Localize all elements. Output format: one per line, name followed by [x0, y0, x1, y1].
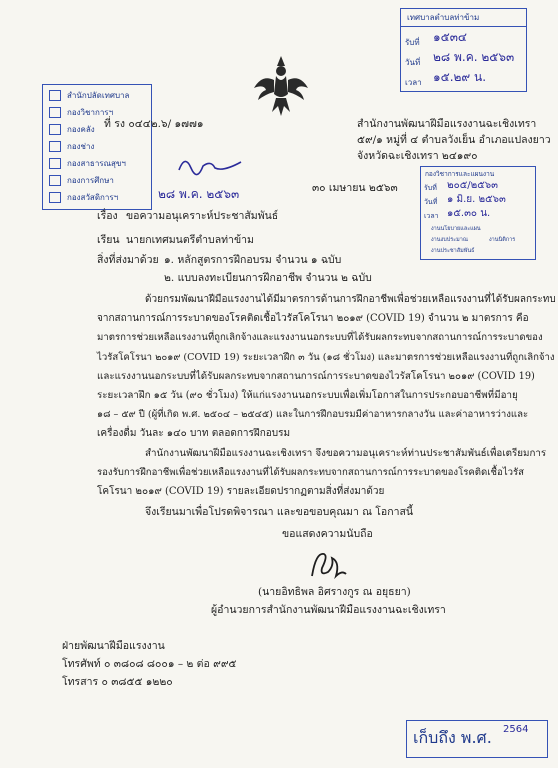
- paragraph-line: และแรงงานนอกระบบที่ได้รับผลกระทบจากสถานการณ์การระบาดของไวรัสโคโรนา ๒๐๑๙ (COVID 19): [97, 370, 535, 382]
- paragraph-line: ๑๘ – ๕๙ ปี (ผู้ที่เกิด พ.ศ. ๒๕๐๔ – ๒๕๔๕) และในการฝึกอบรมมีค่าอาหารกลางวัน และค่าอาหารว่างและ: [97, 409, 529, 421]
- closing-salutation: ขอแสดงความนับถือ: [282, 528, 373, 540]
- distribution-item: กองช่าง: [67, 142, 95, 151]
- department-option: งานงบประมาณ: [431, 237, 468, 243]
- handwritten-initial-icon: [175, 150, 245, 178]
- paragraph-line: เครื่องดื่ม วันละ ๑๔๐ บาท ตลอดการฝึกอบรม: [97, 428, 291, 440]
- checkbox-icon: [49, 158, 61, 169]
- distribution-date: ๒๘ พ.ค. ๒๕๖๓: [158, 187, 240, 201]
- to-text: นายกเทศมนตรีตำบลท่าข้าม: [126, 234, 254, 246]
- garuda-emblem-icon: [252, 54, 310, 120]
- body-paragraph-2: [97, 444, 547, 502]
- receive-time-value: ๑๕.๒๙ น.: [433, 70, 487, 84]
- department-option: งานนิติการ: [489, 237, 516, 243]
- department-recv-label: รับที่: [424, 184, 437, 192]
- contact-department: ฝ่ายพัฒนาฝีมือแรงงาน: [62, 640, 165, 652]
- department-date-label: วันที่: [424, 198, 438, 206]
- checkbox-icon: [49, 192, 61, 203]
- retention-year: 2564: [503, 724, 529, 735]
- sender-address-line1: ๕๙/๑ หมู่ที่ ๔ ตำบลวังเย็น อำเภอแปลงยาว: [357, 134, 551, 146]
- distribution-item: กองสาธารณสุขฯ: [67, 159, 126, 168]
- paragraph-line: ด้วยกรมพัฒนาฝีมือแรงงานได้มีมาตรการด้านการฝึกอาชีพเพื่อช่วยเหลือแรงงานที่ได้รับผลกระทบ: [145, 294, 556, 305]
- receive-stamp-office: เทศบาลตำบลท่าข้าม: [407, 13, 480, 22]
- sender-office: สำนักงานพัฒนาฝีมือแรงงานฉะเชิงเทรา: [357, 118, 537, 130]
- receive-no-label: รับที่: [405, 38, 420, 47]
- department-stamp-header: กองวิชาการและแผนงาน: [425, 170, 495, 178]
- enclosure-item-2: ๒. แบบลงทะเบียนการฝึกอาชีพ จำนวน ๒ ฉบับ: [164, 272, 372, 284]
- paragraph-line: ไวรัสโคโรนา ๒๐๑๙ (COVID 19) ระยะเวลาฝึก ๓ วัน (๑๘ ชั่วโมง) และมาตรการช่วยเหลือแรงงานที่ถูกเลิกจ้าง: [97, 351, 555, 363]
- retention-label: เก็บถึง พ.ศ.: [413, 728, 492, 747]
- signer-name: (นายอิทธิพล อิศรางกูร ณ อยุธยา): [258, 586, 411, 598]
- document-number: ที่ รง ๐๔๔๒.๖/ ๑๗๗๑: [104, 118, 204, 130]
- receive-time-label: เวลา: [405, 78, 422, 87]
- paragraph-line: จากสถานการณ์การระบาดของโรคติดเชื้อไวรัสโคโรนา ๒๐๑๙ (COVID 19) จำนวน ๒ มาตรการ คือ: [97, 313, 529, 325]
- checkbox-icon: [49, 90, 61, 101]
- contact-fax: โทรสาร ๐ ๓๘๕๕ ๑๒๒๐: [62, 676, 173, 688]
- contact-phone: โทรศัพท์ ๐ ๓๘๐๘ ๘๐๐๑ – ๒ ต่อ ๙๙๕: [62, 658, 237, 670]
- distribution-item: กองคลัง: [67, 125, 95, 134]
- distribution-item: กองการศึกษา: [67, 176, 114, 185]
- subject-label: เรื่อง: [97, 210, 118, 222]
- paragraph-line: มาตรการช่วยเหลือแรงงานที่ถูกเลิกจ้างและแรงงานนอกระบบที่ได้รับผลกระทบจากสถานการณ์การระบาดของ: [97, 332, 543, 344]
- retention-stamp: [406, 720, 548, 758]
- sender-address-line2: จังหวัดฉะเชิงเทรา ๒๔๑๙๐: [357, 150, 478, 162]
- department-date-value: ๑ มิ.ย. ๒๕๖๓: [447, 194, 506, 205]
- department-recv-value: ๒๐๕/๒๕๖๓: [447, 180, 498, 191]
- distribution-stamp: [42, 84, 152, 210]
- body-paragraph-1: [97, 290, 556, 444]
- receive-stamp: [400, 8, 527, 92]
- distribution-item: กองสวัสดิการฯ: [67, 193, 119, 202]
- paragraph-line: รองรับการฝึกอาชีพเพื่อช่วยเหลือแรงงานที่ได้รับผลกระทบจากสถานการณ์การระบาดของโรคติดเชื้อไวรัส: [97, 467, 525, 479]
- paragraph-line: สำนักงานพัฒนาฝีมือแรงงานฉะเชิงเทรา จึงขอความอนุเคราะห์ท่านประชาสัมพันธ์เพื่อเตรียมการ: [145, 448, 547, 459]
- receive-no-value: ๑๕๓๔: [433, 30, 467, 44]
- subject-text: ขอความอนุเคราะห์ประชาสัมพันธ์: [126, 210, 279, 222]
- department-time-label: เวลา: [424, 212, 439, 220]
- signer-title: ผู้อำนวยการสำนักงานพัฒนาฝีมือแรงงานฉะเชิงเทรา: [211, 604, 446, 616]
- checkbox-icon: [49, 124, 61, 135]
- paragraph-line: ระยะเวลาฝึก ๑๕ วัน (๙๐ ชั่วโมง) ให้แก่แรงงานนอกระบบเพื่อเพิ่มโอกาสในการประกอบอาชีพที่มีอายุ: [97, 390, 518, 402]
- distribution-item: กองวิชาการฯ: [67, 108, 114, 117]
- department-option: งานนโยบายและแผน: [431, 226, 481, 232]
- department-time-value: ๑๕.๓๐ น.: [447, 208, 491, 219]
- distribution-item: สำนักปลัดเทศบาล: [67, 91, 130, 100]
- enclosure-label: สิ่งที่ส่งมาด้วย: [97, 254, 159, 266]
- enclosure-item-1: ๑. หลักสูตรการฝึกอบรม จำนวน ๑ ฉบับ: [164, 254, 342, 266]
- receive-date-label: วันที่: [405, 58, 421, 67]
- receive-date-value: ๒๘ พ.ค. ๒๕๖๓: [433, 50, 515, 64]
- signature-icon: [306, 546, 350, 582]
- checkbox-icon: [49, 141, 61, 152]
- department-receive-stamp: [420, 166, 536, 260]
- closing-request: จึงเรียนมาเพื่อโปรดพิจารณา และขอขอบคุณมา ณ โอกาสนี้: [145, 506, 414, 518]
- department-option: งานประชาสัมพันธ์: [431, 248, 475, 254]
- to-label: เรียน: [97, 234, 120, 246]
- letter-date: ๓๐ เมษายน ๒๕๖๓: [312, 182, 398, 194]
- paragraph-line: โคโรนา ๒๐๑๙ (COVID 19) รายละเอียดปรากฏตามสิ่งที่ส่งมาด้วย: [97, 486, 385, 498]
- checkbox-icon: [49, 107, 61, 118]
- checkbox-icon: [49, 175, 61, 186]
